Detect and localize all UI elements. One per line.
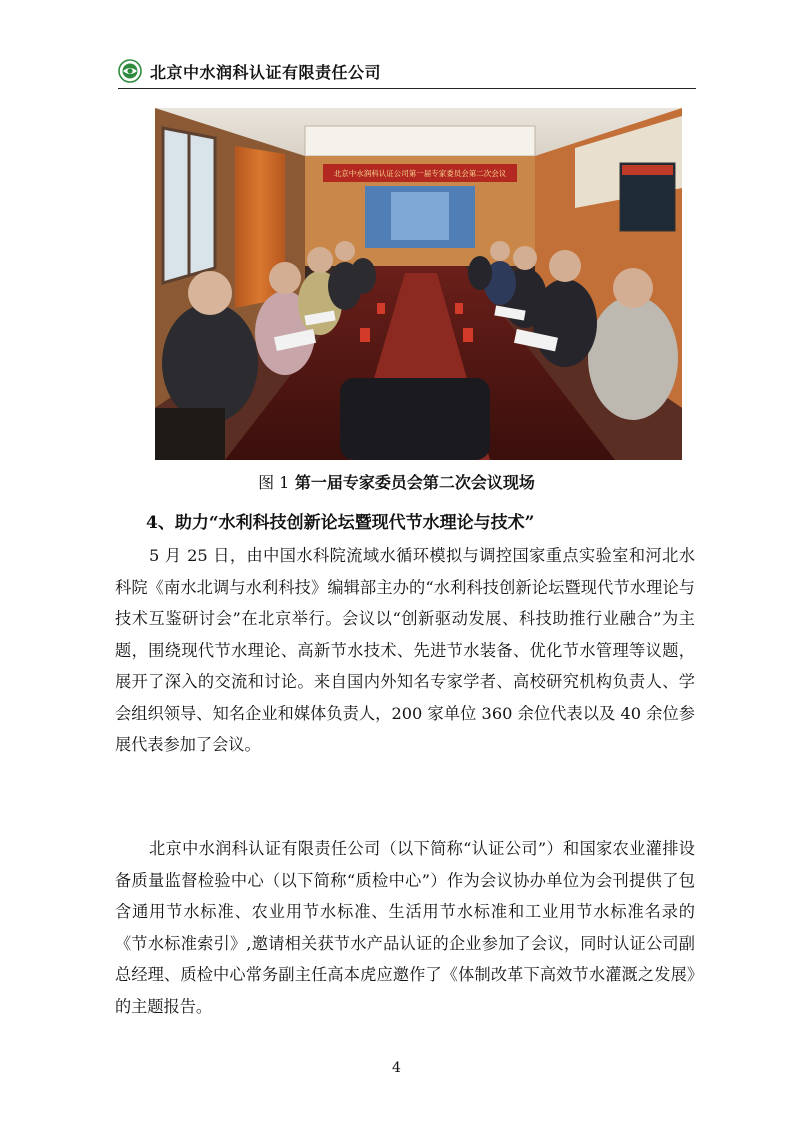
meeting-photo-illustration [155, 108, 682, 460]
body-paragraph-2: 北京中水润科认证有限责任公司（以下简称“认证公司”）和国家农业灌排设备质量监督检验中心（以下简称“质检中心”）作为会议协办单位为会刊提供了包含通用节水标准、农业用节水标准、生活用节水标准和工业用节水标准名录的《节水标准索引》,邀请相关获节水产品认证的企业参加了会议，同时认证公司副总经理、质检中心常务副主任高本虎应邀作了《体制改革下高效节水灌溉之发展》的主题报告。 [115, 839, 695, 1016]
page-number: 4 [392, 1060, 401, 1076]
meeting-photo [155, 108, 682, 460]
page-header [118, 56, 696, 90]
figure-number: 图 1 [258, 473, 290, 492]
figure-caption [0, 470, 793, 493]
section-heading: 4、助力“水利科技创新论坛暨现代节水理论与技术” [146, 513, 535, 533]
body-paragraph-1: 5 月 25 日，由中国水科院流域水循环模拟与调控国家重点实验室和河北水科院《南水北调与水利科技》编辑部主办的“水利科技创新论坛暨现代节水理论与技术互鉴研讨会”在北京举行。会议以“创新驱动发展、科技助推行业融合”为主题，围绕现代节水理论、高新节水技术、先进节水装备、优化节水管理等议题，展开了深入的交流和讨论。来自国内外知名专家学者、高校研究机构负责人、学会组织领导、知名企业和媒体负责人，200 家单位 360 余位代表以及 40 余位参展代表参加了会议。 [115, 546, 695, 754]
figure-caption-text: 第一届专家委员会第二次会议现场 [294, 473, 535, 492]
company-name: 北京中水润科认证有限责任公司 [150, 63, 382, 82]
banner-text: 北京中水润科认证公司第一届专家委员会第二次会议 [333, 169, 507, 178]
company-logo-icon [118, 59, 142, 83]
header-rule [118, 88, 696, 89]
